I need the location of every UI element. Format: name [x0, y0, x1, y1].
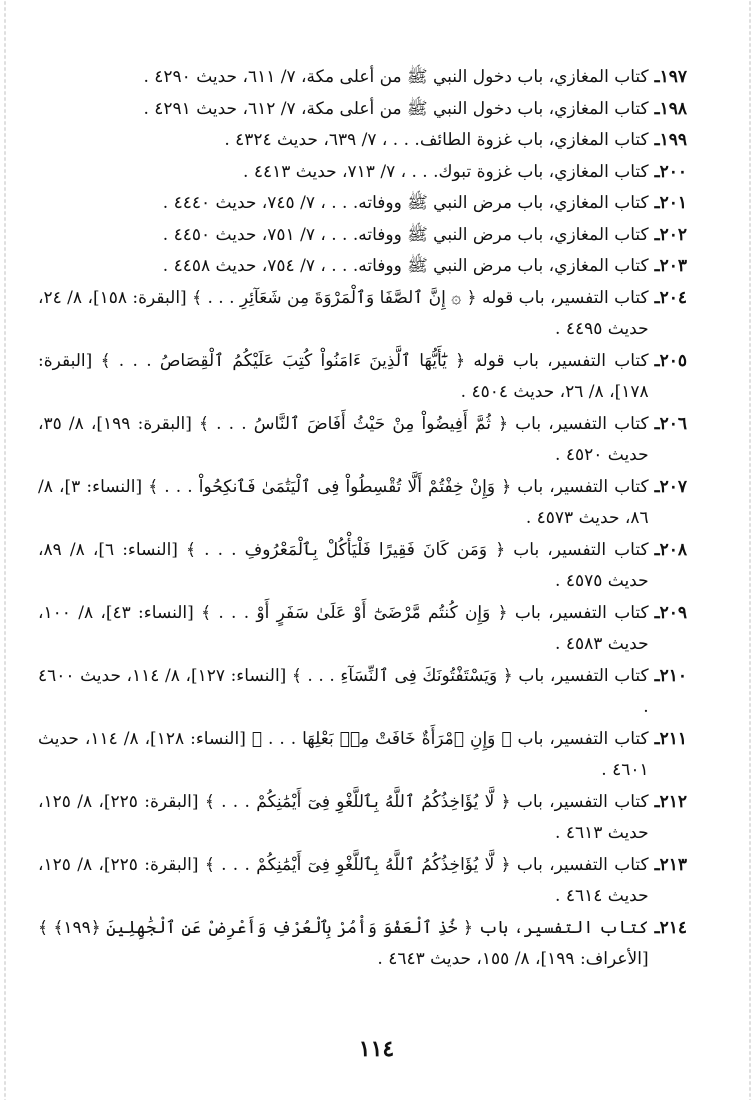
reference-entry	[38, 535, 687, 598]
reference-entry	[38, 787, 687, 850]
reference-entry	[38, 850, 687, 913]
reference-entry	[38, 251, 687, 283]
entry-text: كتاب التفسير، باب قوله ﴿ يَٰٓأَيُّهَا ٱلَّذِينَ ءَامَنُواْ كُتِبَ عَلَيْكُمُ ٱلْقِصَاصُ . . . ﴾ [البقرة: ١٧٨]، ٨/ ٢٦، حديث ٤٥٠٤ .	[38, 350, 649, 402]
entry-number: ١٩٩ـ	[654, 130, 687, 150]
reference-entry	[38, 283, 687, 346]
entry-text: كتاب المغازي، باب غزوة تبوك. . . ، ٧/ ٧١٣، حديث ٤٤١٣ .	[243, 161, 649, 182]
entry-number: ٢١٠ـ	[654, 665, 687, 686]
entry-text: كتاب المغازي، باب دخول النبي ﷺ من أعلى مكة، ٧/ ٦١٢، حديث ٤٢٩١ .	[143, 98, 649, 119]
entry-number: ٢٠٨ـ	[654, 539, 687, 560]
page-number: ١١٤	[358, 1036, 395, 1062]
entry-text: كتاب التفسير، باب ﴿ وَإِن كُنتُم مَّرْضَىٰٓ أَوْ عَلَىٰ سَفَرٍ أَوْ . . . ﴾ [النساء: ٤٣]، ٨/ ١٠٠، حديث ٤٥٨٣ .	[38, 602, 649, 654]
entry-number: ٢١١ـ	[654, 728, 687, 749]
entry-text: كتاب المغازي، باب غزوة الطائف. . . ، ٧/ ٦٣٩، حديث ٤٣٢٤ .	[224, 130, 649, 150]
entry-number: ٢١٢ـ	[654, 791, 687, 812]
entry-text: كتاب التفسير، باب قوله ﴿ ۞ إِنَّ ٱلصَّفَا وَٱلْمَرْوَةَ مِن شَعَآئِرِ . . . ﴾ [البقرة: ١٥٨]، ٨/ ٢٤، حديث ٤٤٩٥ .	[38, 287, 649, 339]
entry-text: كتاب التفسير، باب ﴿ لَّا يُؤَاخِذُكُمُ ٱللَّهُ بِٱللَّغْوِ فِىٓ أَيْمَٰنِكُمْ . . . ﴾ [البقرة: ٢٢٥]، ٨/ ١٢٥، حديث ٤٦١٣ .	[38, 791, 649, 843]
entry-text: كتاب المغازي، باب دخول النبي ﷺ من أعلى مكة، ٧/ ٦١١، حديث ٤٢٩٠ .	[143, 67, 649, 87]
entry-number: ١٩٧ـ	[654, 67, 687, 87]
reference-entry	[38, 125, 687, 157]
entry-number: ٢٠٣ـ	[654, 256, 687, 276]
reference-entry	[38, 472, 687, 535]
entry-number: ٢٠٤ـ	[654, 287, 687, 308]
reference-entry	[38, 913, 687, 976]
reference-entry	[38, 188, 687, 220]
entry-text: كتاب المغازي، باب مرض النبي ﷺ ووفاته. . . ، ٧/ ٧٥١، حديث ٤٤٥٠ .	[162, 224, 649, 245]
entry-text: كتاب المغازي، باب مرض النبي ﷺ ووفاته. . . ، ٧/ ٧٥٤، حديث ٤٤٥٨ .	[162, 256, 649, 276]
entry-text: كتاب التفسير، باب ﴿ ثُمَّ أَفِيضُواْ مِنْ حَيْثُ أَفَاضَ ٱلنَّاسُ . . . ﴾ [البقرة: ١٩٩]، ٨/ ٣٥، حديث ٤٥٢٠ .	[38, 413, 649, 465]
reference-entry	[38, 346, 687, 409]
reference-entry	[38, 724, 687, 787]
entry-number: ٢٠٥ـ	[654, 350, 687, 371]
reference-entry	[38, 409, 687, 472]
entry-text: كتاب المغازي، باب مرض النبي ﷺ ووفاته. . . ، ٧/ ٧٤٥، حديث ٤٤٤٠ .	[162, 193, 649, 213]
entry-text: كتاب التفسير، باب ﴿ خُذِ ٱلْعَفْوَ وَأْمُرْ بِٱلْعُرْفِ وَأَعْرِضْ عَنِ ٱلْجَٰهِلِينَ ﴿١٩٩﴾ ﴾ [الأعراف: ١٩٩]، ٨/ ١٥٥، حديث ٤٦٤٣ .	[38, 917, 649, 969]
entry-number: ٢٠٦ـ	[654, 413, 687, 434]
entry-text: كتاب التفسير، باب ﴿ وَإِنْ خِفْتُمْ أَلَّا تُقْسِطُواْ فِى ٱلْيَتَٰمَىٰ فَٱنكِحُواْ . . . ﴾ [النساء: ٣]، ٨/ ٨٦، حديث ٤٥٧٣ .	[38, 476, 649, 528]
entry-number: ٢٠٠ـ	[654, 161, 687, 182]
entry-number: ٢١٤ـ	[654, 917, 687, 938]
entry-text: كتاب التفسير، باب ﴿ وَمَن كَانَ فَقِيرًا فَلْيَأْكُلْ بِٱلْمَعْرُوفِ . . . ﴾ [النساء: ٦]، ٨/ ٨٩، حديث ٤٥٧٥ .	[38, 539, 649, 591]
reference-entry	[38, 94, 687, 126]
reference-entry	[38, 598, 687, 661]
entry-number: ٢١٣ـ	[654, 854, 687, 875]
page-edge-left	[4, 0, 6, 1100]
reference-entry	[38, 62, 687, 94]
entry-number: ٢٠٩ـ	[654, 602, 687, 623]
reference-list	[38, 62, 687, 976]
entry-number: ٢٠٧ـ	[654, 476, 687, 497]
reference-entry	[38, 661, 687, 724]
entry-number: ٢٠٢ـ	[654, 224, 687, 245]
reference-entry	[38, 157, 687, 189]
entry-text: كتاب التفسير، باب ﴿ لَّا يُؤَاخِذُكُمُ ٱللَّهُ بِٱللَّغْوِ فِىٓ أَيْمَٰنِكُمْ . . . ﴾ [البقرة: ٢٢٥]، ٨/ ١٢٥، حديث ٤٦١٤ .	[38, 854, 649, 906]
entry-text: كتاب التفسير، باب ﴿ وَيَسْتَفْتُونَكَ فِى ٱلنِّسَآءِ . . . ﴾ [النساء: ١٢٧]، ٨/ ١١٤، حديث ٤٦٠٠ .	[38, 665, 649, 717]
entry-text: كتاب التفسير، باب ﴿ وَإِنِ ٱمْرَأَةٌ خَافَتْ مِنۢ بَعْلِهَا . . . ﴾ [النساء: ١٢٨]، ٨/ ١١٤، حديث ٤٦٠١ .	[38, 728, 649, 780]
reference-entry	[38, 220, 687, 252]
page-edge-right	[749, 0, 751, 1100]
entry-number: ١٩٨ـ	[654, 98, 687, 119]
entry-number: ٢٠١ـ	[654, 193, 687, 213]
